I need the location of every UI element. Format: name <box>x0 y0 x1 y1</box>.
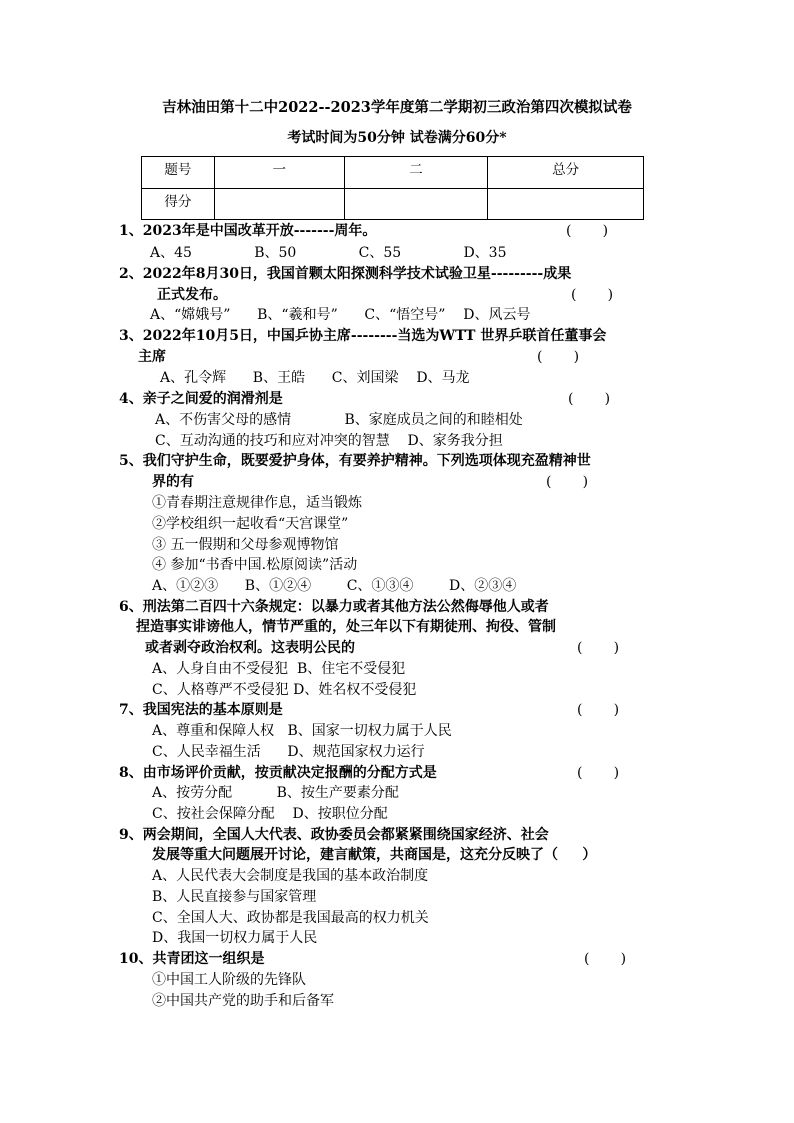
question-5-item-4: ④ 参加“书香中国.松原阅读”活动 <box>152 557 358 573</box>
question-10-stem: 10、共青团这一组织是 <box>119 951 265 967</box>
question-5-item-2: ②学校组织一起收看“天宫课堂” <box>152 516 349 532</box>
answer-blank[interactable]: ( ) <box>568 391 611 407</box>
table-cell[interactable] <box>214 188 344 220</box>
question-2-stem: 2、2022年8月30日，我国首颗太阳探测科学技术试验卫星---------成果 <box>119 266 572 282</box>
answer-blank[interactable]: ( ) <box>537 349 580 365</box>
table-cell: 题号 <box>142 157 215 189</box>
question-3-stem-cont: 主席 <box>138 349 166 365</box>
question-7-stem: 7、我国宪法的基本原则是 <box>119 702 283 718</box>
answer-blank[interactable]: ( ) <box>546 474 589 490</box>
question-4-stem: 4、亲子之间爱的润滑剂是 <box>119 391 283 407</box>
table-cell: 总分 <box>488 157 644 189</box>
table-cell[interactable] <box>488 188 644 220</box>
question-9-option-b: B、人民直接参与国家管理 <box>152 889 317 905</box>
question-8-stem: 8、由市场评价贡献，按贡献决定报酬的分配方式是 <box>119 765 437 781</box>
question-10-item-2: ②中国共产党的助手和后备军 <box>152 993 334 1009</box>
question-4-options-ab: A、不伤害父母的感情 B、家庭成员之间的和睦相处 <box>155 412 523 428</box>
table-cell: 一 <box>214 157 344 189</box>
exam-title: 吉林油田第十二中2022--2023学年度第二学期初三政治第四次模拟试卷 <box>162 99 632 116</box>
answer-blank[interactable]: ( ) <box>584 951 627 967</box>
table-cell: 得分 <box>142 188 215 220</box>
question-5-item-3: ③ 五一假期和父母参观博物馆 <box>152 537 339 553</box>
question-3-stem: 3、2022年10月5日，中国乒协主席--------当选为WTT 世界乒联首任董事会 <box>119 328 607 344</box>
question-6-options-ab: A、人身自由不受侵犯 B、住宅不受侵犯 <box>152 661 406 677</box>
question-6-options-cd: C、人格尊严不受侵犯 D、姓名权不受侵犯 <box>152 682 417 698</box>
question-5-item-1: ①青春期注意规律作息，适当锻炼 <box>152 495 362 511</box>
question-9-stem: 9、两会期间，全国人大代表、政协委员会都紧紧围绕国家经济、社会 <box>119 827 549 843</box>
question-1-options: A、45 B、50 C、55 D、35 <box>150 245 507 261</box>
table-row <box>142 157 644 189</box>
question-9-option-c: C、全国人大、政协都是我国最高的权力机关 <box>152 910 429 926</box>
question-2-stem-cont: 正式发布。 <box>157 287 227 303</box>
table-cell: 二 <box>344 157 488 189</box>
question-5-options: A、①②③ B、①②④ C、①③④ D、②③④ <box>152 578 517 594</box>
exam-subtitle: 考试时间为50分钟 试卷满分60分* <box>287 130 507 146</box>
question-7-options-cd: C、人民幸福生活 D、规范国家权力运行 <box>152 744 425 760</box>
answer-blank[interactable]: ( ) <box>571 287 614 303</box>
question-5-stem: 5、我们守护生命，既要爱护身体，有要养护精神。下列选项体现充盈精神世 <box>119 453 591 469</box>
question-6-stem-cont: 捏造事实诽谤他人，情节严重的，处三年以下有期徒刑、拘役、管制 <box>136 619 556 635</box>
question-3-options: A、孔令辉 B、王皓 C、刘国梁 D、马龙 <box>160 370 470 386</box>
question-1-stem: 1、2023年是中国改革开放-------周年。 <box>119 223 377 239</box>
question-10-item-1: ①中国工人阶级的先锋队 <box>152 972 306 988</box>
question-6-stem: 6、刑法第二百四十六条规定：以暴力或者其他方法公然侮辱他人或者 <box>119 599 549 615</box>
question-5-stem-cont: 界的有 <box>152 474 194 490</box>
question-9-option-a: A、人民代表大会制度是我国的基本政治制度 <box>152 868 429 884</box>
answer-blank[interactable]: ( ) <box>577 765 620 781</box>
table-cell[interactable] <box>344 188 488 220</box>
score-table <box>141 156 644 220</box>
table-row <box>142 188 644 220</box>
question-8-options-ab: A、按劳分配 B、按生产要素分配 <box>152 785 399 801</box>
question-6-stem-cont2: 或者剥夺政治权利。这表明公民的 <box>145 640 355 656</box>
question-8-options-cd: C、按社会保障分配 D、按职位分配 <box>152 806 388 822</box>
answer-blank[interactable]: ( ) <box>566 223 609 239</box>
question-7-options-ab: A、尊重和保障人权 B、国家一切权力属于人民 <box>152 723 452 739</box>
question-9-stem-cont: 发展等重大问题展开讨论，建言献策，共商国是，这充分反映了（ ） <box>152 847 597 863</box>
question-2-options: A、“嫦娥号” B、“羲和号” C、“悟空号” D、风云号 <box>150 307 531 323</box>
question-9-option-d: D、我国一切权力属于人民 <box>152 930 318 946</box>
answer-blank[interactable]: ( ) <box>577 640 620 656</box>
answer-blank[interactable]: ( ) <box>577 702 620 718</box>
question-4-options-cd: C、互动沟通的技巧和应对冲突的智慧 D、家务我分担 <box>155 433 503 449</box>
